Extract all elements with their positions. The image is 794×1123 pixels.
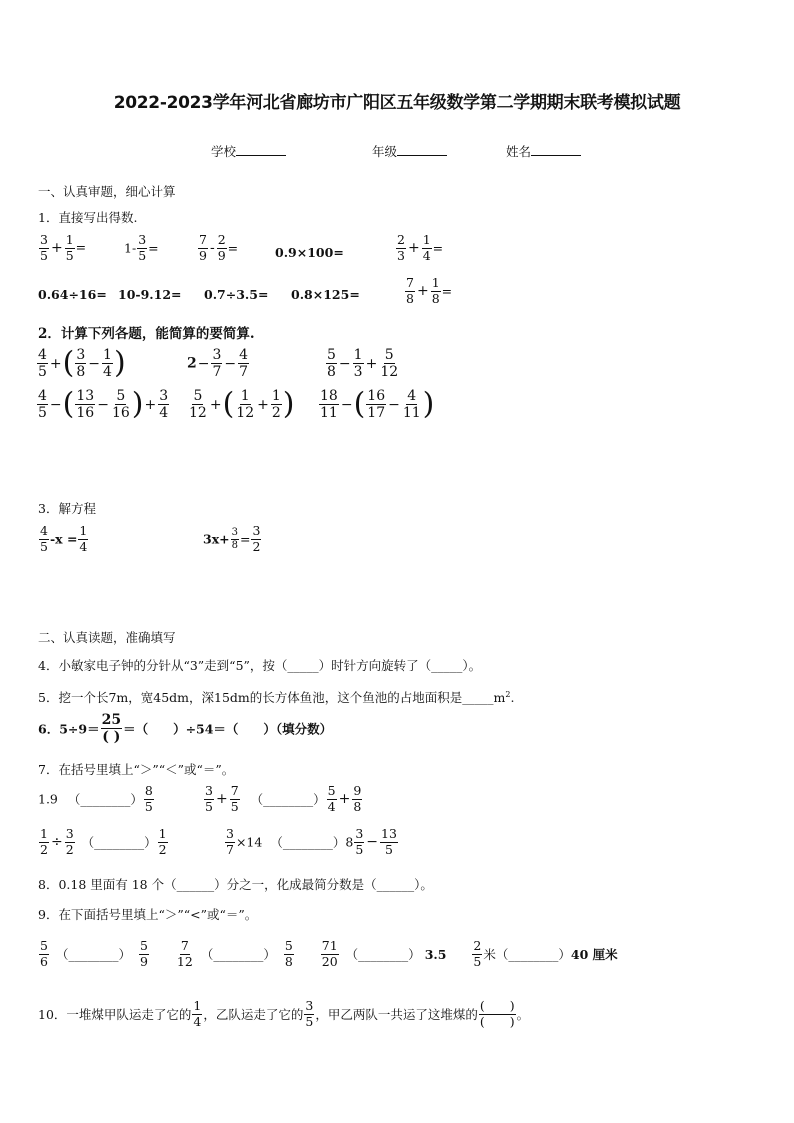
q2-expr-4: $\frac{4}{5}$ −( $\frac{13}{16}$ − $\frac{5}{16}$ )+ $\frac{3}{4}$	[38, 386, 169, 422]
fraction: $\frac{3}{5}$	[138, 232, 147, 263]
q2-expr-1: $\frac{4}{5}$ +( $\frac{3}{8}$ − $\frac{1}{4}$ )	[38, 345, 126, 381]
question-8: 8．0.18 里面有 18 个（______）分之一，化成最简分数是（______）。	[38, 877, 433, 892]
q1-item-e: $\frac{2}{3}$ + $\frac{1}{4}$ =	[397, 232, 444, 263]
q1-item-c: $\frac{7}{9}$ - $\frac{2}{9}$ =	[199, 232, 239, 263]
q2-expr-3: $\frac{5}{8}$ − $\frac{1}{3}$ + $\frac{5}{12}$	[327, 347, 399, 380]
fraction: $\frac{71}{20}$	[321, 938, 338, 969]
fraction: $\frac{9}{8}$	[353, 783, 362, 814]
fraction: $\frac{1}{8}$	[431, 275, 440, 306]
question-7-label: 7．在括号里填上“＞”“＜”或“＝”。	[38, 762, 235, 777]
q1-item-f: $\frac{7}{8}$ + $\frac{1}{8}$ =	[406, 275, 453, 306]
fraction: $\frac{1}{2}$	[271, 388, 281, 421]
fraction: $\frac{13}{5}$	[381, 826, 397, 857]
fraction: $\frac{5}{8}$	[327, 347, 336, 380]
question-5: 5．挖一个长7m，宽45dm，深15dm的长方体鱼池，这个鱼池的占地面积是$\_\_\_\_\_m^2$.	[38, 689, 515, 705]
fraction: $\frac{3}{5}$	[355, 826, 364, 857]
fraction: $\frac{7}{12}$	[176, 938, 193, 969]
fraction: $\frac{5}{6}$	[40, 938, 48, 969]
school-label: 学校	[211, 144, 237, 159]
fraction: $\frac{1}{2}$	[158, 826, 167, 857]
answer-fraction-blank[interactable]: $\frac{( )}{( )}$	[479, 998, 515, 1029]
q2-expr-2: 2− $\frac{3}{7}$ − $\frac{4}{7}$	[187, 347, 249, 380]
fraction: $\frac{3}{8}$	[76, 347, 86, 380]
fraction: $\frac{16}{17}$	[367, 388, 386, 421]
name-field	[506, 142, 581, 160]
name-blank[interactable]	[531, 143, 581, 156]
fraction: $\frac{1}{5}$	[65, 232, 74, 263]
grade-label: 年级	[372, 144, 398, 159]
q2-expr-6: $\frac{18}{11}$ −( $\frac{16}{17}$ − $\frac{4}{11}$ )	[320, 386, 435, 422]
fraction: $\frac{1}{12}$	[236, 388, 255, 421]
question-1-label: 1．直接写出得数.	[38, 210, 138, 225]
fraction: $\frac{4}{5}$	[38, 347, 47, 380]
school-field	[211, 142, 286, 160]
fraction: $\frac{1}{3}$	[353, 347, 363, 380]
q3-equation-1: $\frac{4}{5}$ -x = $\frac{1}{4}$	[40, 523, 88, 554]
q1-r2-a: 0.64÷16=	[38, 287, 107, 302]
q1-r2-b: 10-9.12=	[118, 287, 182, 302]
name-label: 姓名	[506, 144, 532, 159]
question-3-label: 3．解方程	[38, 501, 96, 516]
fraction: $\frac{3}{8}$	[231, 526, 238, 551]
fraction: $\frac{2}{5}$	[473, 938, 482, 969]
page-title: 2022-2023学年河北省廊坊市广阳区五年级数学第二学期期末联考模拟试题	[113, 93, 681, 113]
section-2-heading: 二、认真读题，准确填写	[38, 630, 176, 645]
fraction: $\frac{3}{5}$	[205, 783, 213, 814]
fraction: $\frac{3}{5}$	[305, 998, 314, 1029]
fraction: $\frac{4}{5}$	[38, 388, 47, 421]
fraction: $\frac{1}{4}$	[193, 998, 202, 1029]
section-1-heading: 一、认真审题，细心计算	[38, 184, 176, 199]
fraction: $\frac{5}{4}$	[327, 783, 336, 814]
q7-row-2-item-1: $\frac{1}{2}$ ÷ $\frac{3}{2}$ （________） $\frac{1}{2}$	[40, 826, 167, 857]
q1-r2-d: 0.8×125=	[291, 287, 360, 302]
fraction: $\frac{5}{12}$	[189, 388, 207, 421]
fraction: $\frac{7}{8}$	[406, 275, 414, 306]
grade-field	[372, 142, 447, 160]
fraction: $\frac{1}{4}$	[79, 523, 88, 554]
fraction: $\frac{3}{2}$	[252, 523, 261, 554]
q1-item-a: $\frac{3}{5}$ + $\frac{1}{5}$ =	[40, 232, 87, 263]
question-9-label: 9．在下面括号里填上“＞”“<”或“＝”。	[38, 907, 258, 922]
fraction: $\frac{3}{4}$	[159, 388, 169, 421]
fraction: $\frac{7}{5}$	[230, 783, 239, 814]
fraction: $\frac{1}{4}$	[422, 232, 431, 263]
fraction: $\frac{3}{7}$	[212, 347, 222, 380]
school-blank[interactable]	[236, 143, 286, 156]
q2-expr-5: $\frac{5}{12}$ +( $\frac{1}{12}$ + $\frac{1}{2}$ )	[189, 386, 295, 422]
fraction: $\frac{3}{2}$	[65, 826, 74, 857]
fraction: $\frac{2}{3}$	[397, 232, 405, 263]
fraction: $\frac{8}{5}$	[144, 783, 153, 814]
fraction: $\frac{4}{5}$	[40, 523, 48, 554]
fraction: $\frac{3}{5}$	[40, 232, 48, 263]
fraction: $\frac{4}{7}$	[239, 347, 249, 380]
fraction: $\frac{7}{9}$	[199, 232, 207, 263]
q9-row: $\frac{5}{6}$ （________） $\frac{5}{9}$ $\frac{7}{12}$ （________） $\frac{5}{8}$ $\frac{71}{20}$ （________） 3.5 $\frac{2}{5}$ 米（________）40 厘米	[40, 938, 618, 969]
q1-r2-c: 0.7÷3.5=	[204, 287, 269, 302]
fraction: $\frac{1}{2}$	[40, 826, 48, 857]
q1-item-d-text: 0.9×100=	[275, 245, 344, 260]
fraction: $\frac{4}{11}$	[402, 388, 421, 421]
q3-equation-2: 3x+ $\frac{3}{8}$ = $\frac{3}{2}$	[203, 523, 261, 554]
fraction: $\frac{2}{9}$	[217, 232, 226, 263]
fraction: $\frac{5}{16}$	[111, 388, 130, 421]
q1-item-b: 1- $\frac{3}{5}$ =	[124, 232, 159, 263]
fraction: $\frac{18}{11}$	[320, 388, 338, 421]
fraction: $\frac{25}{( )}$	[101, 712, 122, 745]
q7-row-2-item-2: $\frac{3}{7}$ ×14 （________）8 $\frac{3}{5}$ − $\frac{13}{5}$	[226, 826, 397, 857]
question-4: 4．小敏家电子钟的分针从“3”走到“5”，按（_____）时针方向旋转了（_____）。	[38, 658, 482, 673]
fraction: $\frac{3}{7}$	[226, 826, 234, 857]
fraction: $\frac{5}{9}$	[139, 938, 148, 969]
question-10: 10．一堆煤甲队运走了它的 $\frac{1}{4}$ ，乙队运走了它的 $\frac{3}{5}$ ，甲乙两队一共运了这堆煤的 $\frac{( )}{( )}$ 。	[38, 998, 530, 1029]
grade-blank[interactable]	[397, 143, 447, 156]
fraction: $\frac{5}{8}$	[284, 938, 293, 969]
fraction: $\frac{1}{4}$	[103, 347, 112, 380]
q7-row-1-item-1: 1.9 （________） $\frac{8}{5}$	[38, 783, 153, 814]
fraction: $\frac{13}{16}$	[76, 388, 95, 421]
question-2-label: 2．计算下列各题，能简算的要简算.	[38, 326, 255, 342]
fraction: $\frac{5}{12}$	[380, 347, 399, 380]
question-6: 6．5÷9＝ $\frac{25}{( )}$ ＝（ ）÷54＝（ ）（填分数）	[38, 712, 333, 745]
q7-row-1-item-2: $\frac{3}{5}$ + $\frac{7}{5}$ （________） $\frac{5}{4}$ + $\frac{9}{8}$	[205, 783, 362, 814]
